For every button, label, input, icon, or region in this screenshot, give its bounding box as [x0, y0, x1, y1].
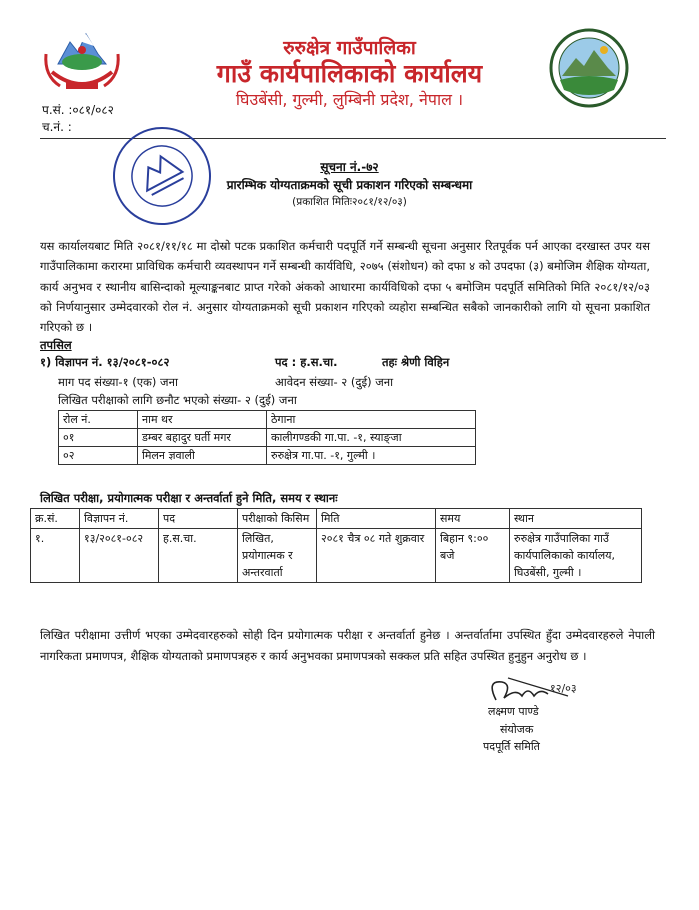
signatory-role: संयोजक	[500, 723, 534, 736]
serial-cell: १.	[31, 529, 80, 583]
header-name: नाम थर	[138, 411, 267, 429]
signatory-name: लक्ष्मण पाण्डे	[488, 705, 539, 718]
signatory-committee: पदपूर्ति समिति	[483, 740, 540, 753]
table-header-row	[59, 411, 476, 429]
schedule-table	[30, 508, 642, 583]
exam-type-cell: लिखित, प्रयोगात्मक र अन्तरवार्ता	[238, 529, 317, 583]
header-address: ठेगाना	[267, 411, 476, 429]
details-heading: तपसिल	[40, 338, 72, 352]
table-row	[59, 429, 476, 447]
header-serial: क्र.सं.	[31, 509, 80, 529]
header-advert-no: विज्ञापन नं.	[80, 509, 159, 529]
demand-count: माग पद संख्या-१ (एक) जना	[58, 375, 178, 389]
header-post: पद	[159, 509, 238, 529]
reference-number: प.सं. :०८१/०८२	[42, 103, 114, 117]
table-row	[31, 529, 642, 583]
dispatch-number: च.नं. :	[42, 120, 72, 134]
name-cell: मिलन ज्ञवाली	[138, 447, 267, 465]
advertisement-number: १) विज्ञापन नं. १३/२०८१-०८२	[40, 355, 170, 369]
header-time: समय	[436, 509, 510, 529]
address-cell: कालीगण्डकी गा.पा. -१, स्याङ्जा	[267, 429, 476, 447]
post-name: पद : ह.स.चा.	[275, 355, 338, 369]
closing-paragraph: लिखित परीक्षामा उत्तीर्ण भएका उम्मेदवारहरुको सोही दिन प्रयोगात्मक परीक्षा र अन्तर्वार्ता हुनेछ । अन्तर्वार्तामा उपस्थित हुँदा उम्मेदवारहरुले नेपाली नागरिकता प्रमाणपत्र, शैक्षिक योग्यताको प्रमाणपत्रहरु र कार्य अनुभवका प्रमाणपत्रको सक्कल प्रति सहित उपस्थित हुनुहुन अनुरोध छ ।	[40, 628, 655, 663]
notice-number: सूचना नं.-७२	[320, 160, 379, 174]
municipality-name: रुरुक्षेत्र गाउँपालिका	[283, 37, 416, 59]
selected-count: लिखित परीक्षाको लागि छनौट भएको संख्या- २ (दुई) जना	[58, 393, 297, 407]
roll-no-cell: ०१	[59, 429, 138, 447]
notice-subject: प्रारम्भिक योग्यताक्रमको सूची प्रकाशन गरिएको सम्बन्धमा	[226, 178, 473, 192]
table-row	[59, 447, 476, 465]
name-cell: डम्बर बहादुर घर्ती मगर	[138, 429, 267, 447]
header-venue: स्थान	[510, 509, 642, 529]
address-cell: रुरुक्षेत्र गा.पा. -१, गुल्मी ।	[267, 447, 476, 465]
time-cell: बिहान ९:०० बजे	[436, 529, 510, 583]
advert-no-cell: १३/२०८१-०८२	[80, 529, 159, 583]
header-exam-type: परीक्षाको किसिम	[238, 509, 317, 529]
office-name: गाउँ कार्यपालिकाको कार्यालय	[216, 59, 483, 88]
candidate-table	[58, 410, 476, 465]
table-header-row	[31, 509, 642, 529]
header-roll-no: रोल नं.	[59, 411, 138, 429]
post-level: तहः श्रेणी विहिन	[382, 355, 450, 369]
post-cell: ह.स.चा.	[159, 529, 238, 583]
venue-cell: रुरुक्षेत्र गाउँपालिका गाउँ कार्यपालिकाको कार्यालय, घिउबेंसी, गुल्मी ।	[510, 529, 642, 583]
schedule-heading: लिखित परीक्षा, प्रयोगात्मक परीक्षा र अन्तर्वार्ता हुने मिति, समय र स्थानः	[40, 491, 338, 505]
published-date: (प्रकाशित मितिः२०८१/१२/०३)	[292, 196, 407, 208]
office-address: घिउबेंसी, गुल्मी, लुम्बिनी प्रदेश, नेपाल ।	[235, 90, 464, 109]
roll-no-cell: ०२	[59, 447, 138, 465]
signature-date: १२/०३	[550, 682, 577, 695]
header-date: मिति	[317, 509, 436, 529]
application-count: आवेदन संख्या- २ (दुई) जना	[275, 375, 394, 389]
notice-body-paragraph: यस कार्यालयबाट मिति २०८१/११/१८ मा दोस्रो पटक प्रकाशित कर्मचारी पदपूर्ति गर्ने सम्बन्धी सूचना अनुसार रितपूर्वक पर्न आएका दरखास्त उपर यस गाउँपालिकामा करारमा प्राविधिक कर्मचारी व्यवस्थापन गर्ने सम्बन्धी कार्यविधि, २०७५ (संशोधन) को दफा ४ को उपदफा (३) बमोजिम शैक्षिक योग्यता, कार्य अनुभव र स्थानीय बासिन्दाको मूल्याङ्कनबाट प्राप्त गरेको अंकको आधारमा कार्यविधिको दफा ५ बमोजिम पदपूर्ति समितिको मिति २०८१/१२/०३ को निर्णयानुसार उम्मेदवारको रोल नं. अनुसार योग्यताक्रमको सूची प्रकाशन गरिएको व्यहोरा सम्बन्धित सबैको जानकारीको लागि यो सूचना प्रकाशित गरिएको छ ।	[40, 239, 650, 335]
date-cell: २०८१ चैत्र ०८ गते शुक्रवार	[317, 529, 436, 583]
